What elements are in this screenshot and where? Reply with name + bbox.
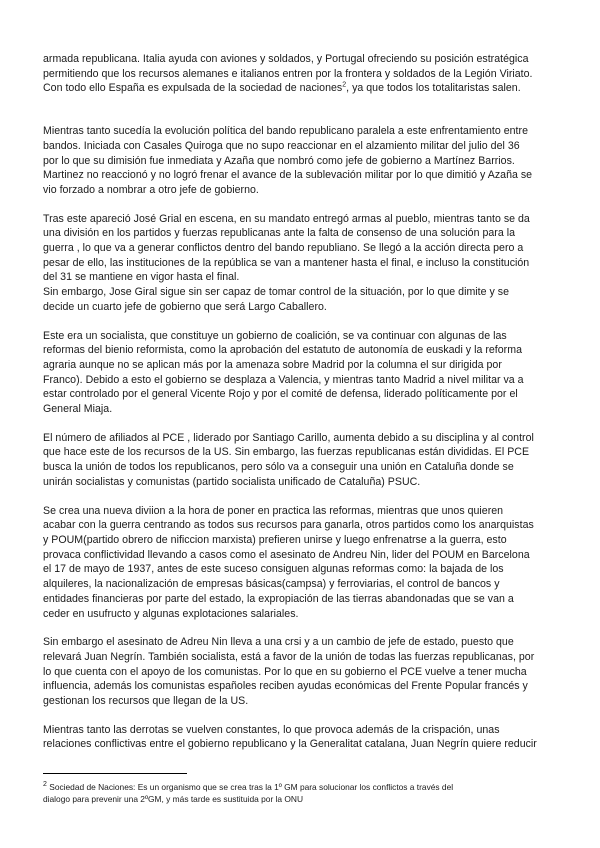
paragraph-reforms-division: Se crea una nueva diviion a la hora de poner en practica las reformas, mientras que unos quieren acabar con la guerra centrando as todos sus recursos para ganarla, otros partidos como los anarquistas y POUM(partido obrero de nificcion marxista) prefieren unirse y luego enfrenatrse a la guerra, esto provaca conflictividad llevando a casos como el asesinato de Andreu Nin, lider del POUM en Barcelona el 17 de mayo de 1937, antes de este suceso consiguen algunas reformas como: la bajada de los alquileres, la nacionalización de empresas básicas(campsa) y ferroviarias, el control de bancos y entidades financieras por parte del estado, la expropiación de las tierras abandonadas que se van a ceder en usufructo y algunas explotaciones salariales. <box>43 504 534 620</box>
paragraph-defeats: Mientras tanto las derrotas se vuelven constantes, lo que provoca además de la crispación, unas relaciones conflictivas entre el gobierno republicano y la Generalitat catalana, Juan Negrín quiere reducir <box>43 723 537 751</box>
paragraph-jose-giral: Sin embargo, Jose Giral sigue sin ser capaz de tomar control de la situación, por lo que dimite y se decide un cuarto jefe de gobierno que será Largo Caballero. <box>43 286 510 313</box>
paragraph-juan-negrin: Sin embargo el asesinato de Adreu Nin lleva a una crsi y a un cambio de jefe de estado, puesto que relevará Juan Negrín. También socialista, está a favor de la unión de todas las fuerzas republicanas, por lo que cuenta con el apoyo de los comunistas. Por lo que en su gobierno el PCE vuelve a tener mucha influencia, además los comunistas españoles reciben ayudas económicas del Frente Popular francés y gestionan los recursos que llegan de la US. <box>43 636 535 708</box>
paragraph-text-end: , ya que todos los totalitaristas salen. <box>346 82 521 95</box>
paragraph-league-of-nations <box>43 52 557 96</box>
paragraph-republican-evolution: Mientras tanto sucedía la evolución política del bando republicano paralela a este enfrentamiento entre bandos. Iniciada con Casales Quiroga que no supo reaccionar en el alzamiento militar del julio del 36 por lo que su dimisión fue inmediata y Azaña que nombró como jefe de gobierno a Martínez Barrios. Martinez no reaccionó y no logró frenar el avance de la sublevación militar por lo que dimitió y Azaña se vio forzado a nombrar a otro jefe de gobierno. <box>43 125 533 196</box>
footnote-marker: 2 <box>43 781 47 789</box>
footnote <box>43 781 559 805</box>
paragraph-pce: El número de afiliados al PCE , liderado por Santiago Carillo, aumenta debido a su disciplina y al control que hace este de los recursos de la US. Sin embargo, las fuerzas republicanas están divididas. El PCE busca la unión de todos los republicanos, pero sólo va a conseguir una unión en Cataluña donde se unirán socialistas y comunistas (partido socialista unificado de Cataluña) PSUC. <box>43 431 534 488</box>
paragraph-largo-caballero: Este era un socialista, que constituye un gobierno de coalición, se va continuar con algunas de las reformas del bienio reformista, como la aprobación del estatuto de autonomía de euskadi y la reforma agraria aunque no se aplican más por la amenaza sobre Madrid por la columna el sur dirigida por Franco). Debido a esto el gobierno se desplaza a Valencia, y mientras tanto Madrid a nivel militar va a estar controlado por el general Vicente Rojo y por el comité de defensa, liderado políticamente por el General Miaja. <box>43 329 524 416</box>
footnote-separator <box>43 773 187 774</box>
document-body <box>43 52 557 752</box>
paragraph-jose-grial: Tras este apareció José Grial en escena, en su mandato entregó armas al pueblo, mientras tanto se da una división en los partidos y fuerzas republicanas ante la falta de consenso de una solución para la guerra , lo que va a generar conflictos dentro del bando republiano. Se llegó a la acción directa pero a pesar de ello, las instituciones de la república se van a mantener hasta el final, e incluso la constitución del 31 se mantiene en vigor hasta el final. <box>43 212 530 284</box>
paragraph-text: armada republicana. Italia ayuda con aviones y soldados, y Portugal ofreciendo su posición estratégica permitiendo que los recursos alemanes e italianos entren por la frontera y soldados de la Legión Viriato. Con todo ello España es expulsada de la sociedad de naciones <box>43 53 533 95</box>
footnote-text: Sociedad de Naciones: Es un organismo que se crea tras la 1º GM para solucionar los conflictos a través del dialogo para prevenir una 2ºGM, y más tarde es sustituida por la ONU <box>43 782 454 804</box>
footnote-reference: 2 <box>342 81 347 89</box>
